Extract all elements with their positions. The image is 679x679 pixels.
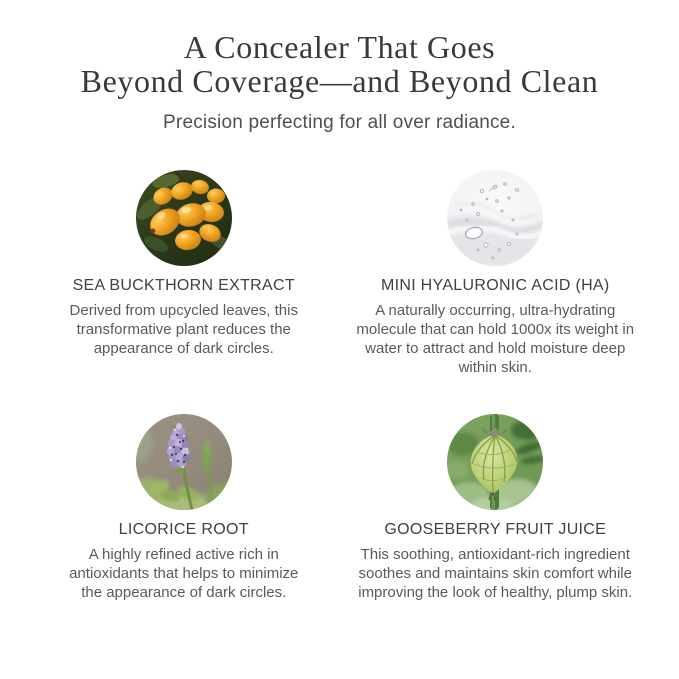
ingredient-card-hyaluronic-acid bbox=[340, 170, 652, 378]
page-title bbox=[0, 31, 679, 98]
page-title-line1: A Concealer That Goes bbox=[183, 29, 496, 65]
ingredient-description: A highly refined active rich in antioxidants that helps to minimize the appearance of dark circles. bbox=[69, 545, 299, 601]
ingredient-card-sea-buckthorn bbox=[28, 170, 340, 378]
page-title-line2: Beyond Coverage—and Beyond Clean bbox=[80, 62, 599, 99]
ingredient-card-licorice-root bbox=[28, 414, 340, 603]
hyaluronic-acid-photo bbox=[447, 170, 543, 266]
licorice-flower-illustration bbox=[136, 414, 232, 510]
ingredient-description: This soothing, antioxidant-rich ingredient soothes and maintains skin comfort while improving the look of healthy, plump skin. bbox=[358, 545, 633, 601]
ingredient-grid bbox=[0, 170, 679, 602]
licorice-root-photo bbox=[136, 414, 232, 510]
sea-buckthorn-illustration bbox=[136, 170, 232, 266]
gooseberry-photo bbox=[447, 414, 543, 510]
ingredient-name: LICORICE ROOT bbox=[118, 520, 249, 538]
ingredient-name: GOOSEBERRY FRUIT JUICE bbox=[384, 520, 607, 538]
ingredient-card-gooseberry bbox=[340, 414, 652, 603]
ingredient-name: SEA BUCKTHORN EXTRACT bbox=[72, 277, 295, 295]
gel-texture-illustration bbox=[447, 170, 543, 266]
ingredient-description: Derived from upcycled leaves, this transformative plant reduces the appearance of dark circles. bbox=[69, 302, 298, 357]
sea-buckthorn-photo bbox=[136, 170, 232, 266]
ingredient-name: MINI HYALURONIC ACID (HA) bbox=[380, 277, 610, 295]
ingredient-description: A naturally occurring, ultra-hydrating molecule that can hold 1000x its weight in water to attract and hold moisture deep within skin. bbox=[356, 302, 635, 376]
gooseberry-husk-illustration bbox=[447, 414, 543, 510]
page-subtitle: Precision perfecting for all over radiance. bbox=[163, 112, 516, 134]
